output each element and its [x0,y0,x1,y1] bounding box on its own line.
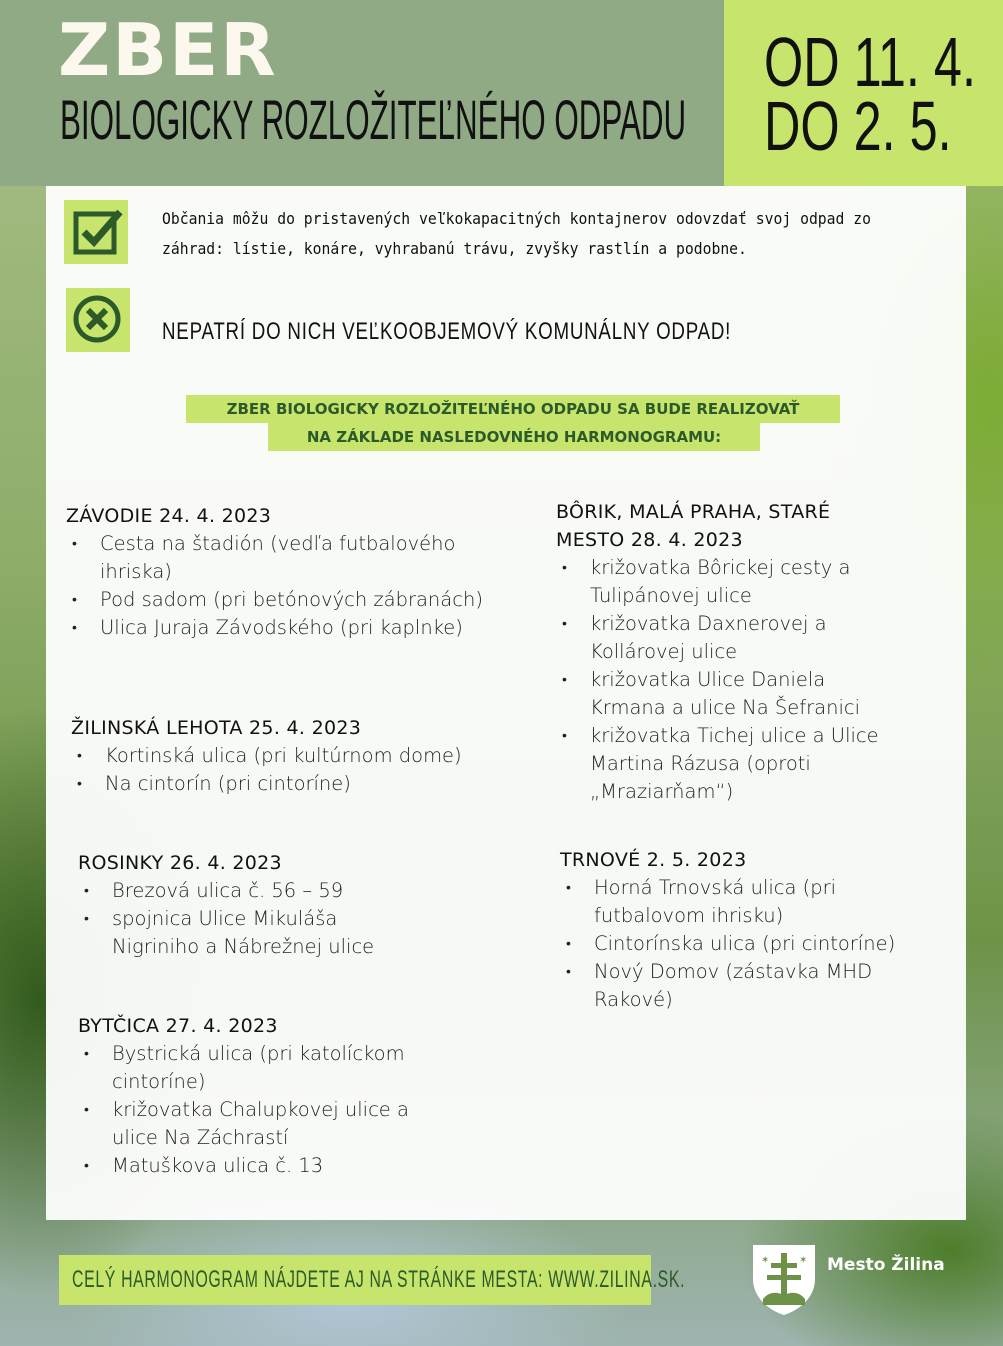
list-item: • Matuškova ulica č. 13 [78,1152,418,1180]
date-from: OD 11. 4. [764,23,976,101]
list-item: • Bystrická ulica (pri katolíckom cintoríne) [78,1040,418,1096]
section-title: TRNOVÉ 2. 5. 2023 [560,849,747,871]
page-title: ZBER [58,8,278,92]
svg-text:✶: ✶ [761,1255,770,1266]
list-item: • Horná Trnovská ulica (pri futbalovom ihrisku) [560,874,920,930]
list-item: • Cesta na štadión (vedľa futbalového ihriska) [66,530,496,586]
schedule-heading-line-1: ZBER BIOLOGICKY ROZLOŽITEĽNÉHO ODPADU SA BUDE REALIZOVAŤ [186,395,840,423]
city-crest-icon [751,1243,817,1321]
list-item: • križovatka Chalupkovej ulice a ulice Na Záchrastí [78,1096,418,1152]
list-item: • Brezová ulica č. 56 – 59 [78,877,408,905]
not-allowed-notice: NEPATRÍ DO NICH VEĽKOOBJEMOVÝ KOMUNÁLNY ODPAD! [162,318,732,345]
section-title: ZÁVODIE 24. 4. 2023 [66,505,272,527]
date-to: DO 2. 5. [764,87,952,165]
section-title: ROSINKY 26. 4. 2023 [78,852,282,874]
list-item: • Kortinská ulica (pri kultúrnom dome) [71,742,501,770]
svg-text:✶: ✶ [799,1255,808,1266]
section-borik [556,498,896,806]
cross-circle-icon [66,288,130,352]
allowed-waste-text: Občania môžu do pristavených veľkokapacitných kontajnerov odovzdať svoj odpad zo záhrad: lístie, konáre, vyhrabanú trávu, zvyšky rastlín a podobne. [162,209,871,258]
city-logo-text: Mesto Žilina [827,1255,945,1275]
list-item: • Ulica Juraja Závodského (pri kaplnke) [66,614,496,642]
list-item: • spojnica Ulice Mikuláša Nigriniho a Nábrežnej ulice [78,905,408,961]
section-title: ŽILINSKÁ LEHOTA 25. 4. 2023 [71,717,362,739]
list-item: • križovatka Daxnerovej a Kollárovej ulice [556,610,896,666]
list-item: • Cintorínska ulica (pri cintoríne) [560,930,920,958]
list-item: • križovatka Ulice Daniela Krmana a ulice Na Šefranici [556,666,896,722]
section-trnove [560,846,920,1014]
date-range [764,23,976,165]
page-subtitle: BIOLOGICKY ROZLOŽITEĽNÉHO ODPADU [60,88,687,151]
footer-website-text[interactable]: CELÝ HARMONOGRAM NÁJDETE AJ NA STRÁNKE MESTA: WWW.ZILINA.SK. [72,1266,686,1293]
section-title: BYTČICA 27. 4. 2023 [78,1015,278,1037]
list-item: • Na cintorín (pri cintoríne) [71,770,501,798]
list-item: • Nový Domov (zástavka MHD Rakové) [560,958,920,1014]
list-item: • križovatka Bôrickej cesty a Tulipánovej ulice [556,554,896,610]
list-item: • križovatka Tichej ulice a Ulice Martina Rázusa (oproti „Mraziarňam“) [556,722,896,806]
section-zilinska-lehota [71,714,501,798]
section-zavodie [66,502,496,642]
schedule-heading-line-2: NA ZÁKLADE NASLEDOVNÉHO HARMONOGRAMU: [268,423,760,451]
checkmark-icon [64,200,128,264]
section-bytcica [78,1012,418,1180]
section-title: BÔRIK, MALÁ PRAHA, STARÉ MESTO 28. 4. 2023 [556,501,831,551]
section-rosinky [78,849,408,961]
list-item: • Pod sadom (pri betónových zábranách) [66,586,496,614]
